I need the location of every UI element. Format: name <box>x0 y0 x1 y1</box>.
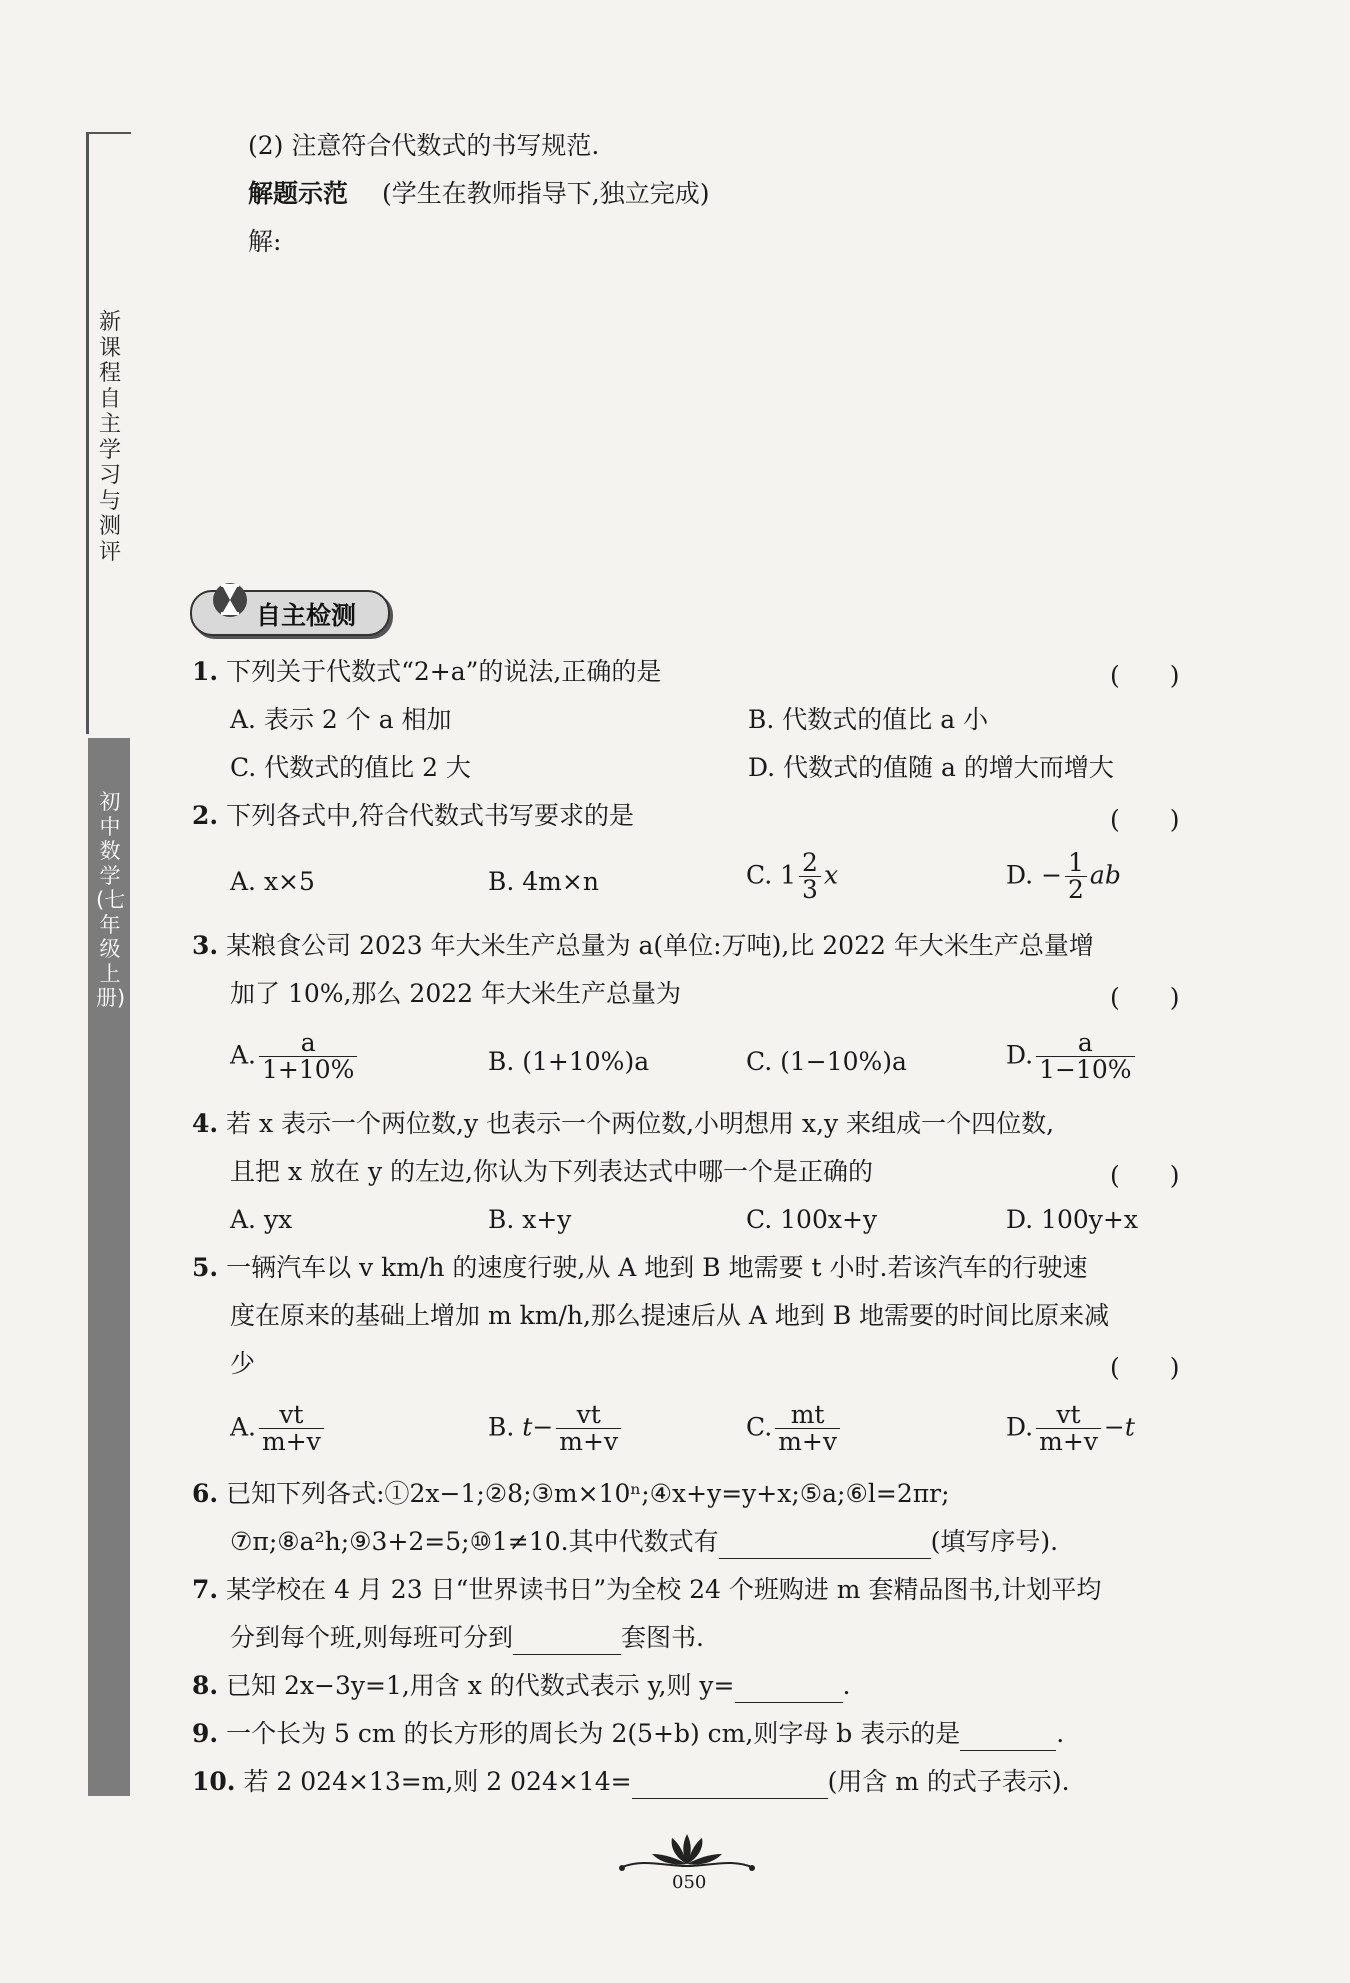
page-number: 050 <box>672 1872 707 1893</box>
sidebar-book-title: 初中数学(七年级上册) <box>96 790 126 1010</box>
q5-b-denominator: m+v <box>559 1427 619 1457</box>
q5-a-numerator: vt <box>259 1402 324 1429</box>
q5-number: 5. <box>192 1253 219 1282</box>
demo-hint: (学生在教师指导下,独立完成) <box>382 179 710 208</box>
q3-a-numerator: a <box>259 1030 357 1057</box>
q5-b-numerator: vt <box>556 1402 621 1429</box>
q5-c-numerator: mt <box>775 1402 840 1429</box>
q5-text-1: 一辆汽车以 v km/h 的速度行驶,从 A 地到 B 地需要 t 小时.若该汽车的行驶速 <box>226 1253 1088 1282</box>
q10-line <box>192 1766 1070 1799</box>
q7-text-1: 某学校在 4 月 23 日“世界读书日”为全校 24 个班购进 m 套精品图书,计划平均 <box>226 1575 1102 1604</box>
q4-answer-paren[interactable]: ( ) <box>1110 1161 1180 1190</box>
q5-d-label: D. <box>1006 1412 1034 1442</box>
q5-option-a <box>230 1402 327 1456</box>
q3-d-numerator: a <box>1036 1030 1134 1057</box>
q3-answer-paren[interactable]: ( ) <box>1110 983 1180 1012</box>
section-title: 自主检测 <box>256 601 357 630</box>
q2-c-numerator: 2 <box>799 850 821 877</box>
q3-a-denominator: 1+10% <box>262 1055 355 1085</box>
q2-number: 2. <box>192 801 219 830</box>
q7-text-2: 分到每个班,则每班可分到 <box>230 1623 513 1652</box>
q7-number: 7. <box>192 1575 219 1604</box>
q9-text-2: . <box>1056 1719 1065 1748</box>
q4-option-a: A. yx <box>230 1205 293 1234</box>
q7-text-3: 套图书. <box>620 1623 704 1652</box>
q6-text-3: (填写序号). <box>930 1527 1059 1556</box>
q5-option-b <box>488 1402 624 1456</box>
q8-number: 8. <box>192 1671 219 1700</box>
q2-answer-paren[interactable]: ( ) <box>1110 805 1180 834</box>
q2-c-label: C. <box>746 860 773 890</box>
q5-d-numerator: vt <box>1036 1402 1101 1429</box>
q1-option-d: D. 代数式的值随 a 的增大而增大 <box>748 753 1114 782</box>
q4-text-1: 若 x 表示一个两位数,y 也表示一个两位数,小明想用 x,y 来组成一个四位数, <box>226 1109 1055 1138</box>
q4-stem-line2: 且把 x 放在 y 的左边,你认为下列表达式中哪一个是正确的 <box>230 1157 873 1186</box>
q2-d-label: D. <box>1006 860 1034 890</box>
q2-option-b: B. 4m×n <box>488 867 599 896</box>
q8-text-2: . <box>842 1671 851 1700</box>
demo-label: 解题示范 <box>248 179 349 208</box>
q1-stem <box>192 656 661 688</box>
q3-stem-line2: 加了 10%,那么 2022 年大米生产总量为 <box>230 979 681 1008</box>
q5-d-denominator: m+v <box>1039 1427 1098 1457</box>
q10-text-1: 若 2 024×13=m,则 2 024×14= <box>243 1767 632 1796</box>
q5-stem-line3: 少 <box>230 1349 256 1378</box>
q6-text-2: ⑦π;⑧a²h;⑨3+2=5;⑩1≠10.其中代数式有 <box>230 1527 719 1556</box>
q5-option-d <box>1006 1402 1135 1456</box>
q3-d-label: D. <box>1006 1040 1034 1070</box>
q1-option-c: C. 代数式的值比 2 大 <box>230 753 471 782</box>
q3-option-a <box>230 1030 360 1084</box>
q1-answer-paren[interactable]: ( ) <box>1110 661 1180 690</box>
q4-number: 4. <box>192 1109 219 1138</box>
q5-b-label: B. <box>488 1412 515 1442</box>
q5-c-denominator: m+v <box>778 1427 837 1457</box>
q2-c-whole: 1 <box>780 860 797 890</box>
q9-line <box>192 1718 1064 1751</box>
q4-option-c: C. 100x+y <box>746 1205 878 1234</box>
q6-line1 <box>192 1478 950 1510</box>
q5-a-label: A. <box>230 1412 257 1442</box>
q5-stem-line2: 度在原来的基础上增加 m km/h,那么提速后从 A 地到 B 地需要的时间比原来减 <box>230 1301 1110 1330</box>
q5-c-label: C. <box>746 1412 773 1442</box>
q2-option-c <box>746 850 838 904</box>
q3-text-1: 某粮食公司 2023 年大米生产总量为 a(单位:万吨),比 2022 年大米生产总量增 <box>226 931 1094 960</box>
q8-answer-blank[interactable] <box>735 1670 843 1703</box>
q2-option-a: A. x×5 <box>230 867 315 896</box>
q5-answer-paren[interactable]: ( ) <box>1110 1353 1180 1382</box>
sidebar-series-title: 新课程自主学习与测评 <box>98 310 121 565</box>
q7-line2 <box>230 1622 704 1655</box>
q6-line2 <box>230 1526 1058 1559</box>
q4-stem-line1 <box>192 1108 1054 1140</box>
q3-option-c: C. (1−10%)a <box>746 1047 907 1076</box>
q7-answer-blank[interactable] <box>513 1622 621 1655</box>
q2-d-sign: − <box>1041 860 1063 890</box>
q1-option-a: A. 表示 2 个 a 相加 <box>230 705 452 734</box>
q1-number: 1. <box>192 657 219 686</box>
q3-number: 3. <box>192 931 219 960</box>
q9-answer-blank[interactable] <box>960 1718 1056 1751</box>
q4-option-d: D. 100y+x <box>1006 1205 1138 1234</box>
q8-line <box>192 1670 850 1703</box>
q5-d-suffix: −t <box>1103 1412 1135 1442</box>
q5-option-c <box>746 1402 843 1456</box>
q3-stem-line1 <box>192 930 1094 962</box>
q10-text-2: (用含 m 的式子表示). <box>827 1767 1070 1796</box>
q5-a-denominator: m+v <box>262 1427 321 1457</box>
q2-text: 下列各式中,符合代数式书写要求的是 <box>226 801 635 830</box>
q3-d-denominator: 1−10% <box>1039 1055 1132 1085</box>
q5-stem-line1 <box>192 1252 1087 1284</box>
q2-c-denominator: 3 <box>802 875 818 905</box>
q1-option-b: B. 代数式的值比 a 小 <box>748 705 989 734</box>
answer-label: 解: <box>248 227 282 256</box>
q3-option-b: B. (1+10%)a <box>488 1047 650 1076</box>
q2-d-numerator: 1 <box>1065 850 1087 877</box>
q2-option-d <box>1006 850 1121 904</box>
q5-b-prefix: t− <box>522 1412 554 1442</box>
q2-d-denominator: 2 <box>1068 875 1084 905</box>
q10-answer-blank[interactable] <box>632 1766 828 1799</box>
intro-note: (2) 注意符合代数式的书写规范. <box>248 131 600 160</box>
floral-ornament-icon <box>612 1828 762 1874</box>
q9-number: 9. <box>192 1719 219 1748</box>
q4-option-b: B. x+y <box>488 1205 572 1234</box>
q6-text-1: 已知下列各式:①2x−1;②8;③m×10ⁿ;④x+y=y+x;⑤a;⑥l=2πr; <box>226 1479 950 1508</box>
q2-d-variable: ab <box>1089 860 1121 890</box>
q2-stem <box>192 800 634 832</box>
hourglass-icon <box>212 572 248 624</box>
q3-option-d <box>1006 1030 1138 1084</box>
q6-answer-blank[interactable] <box>719 1526 931 1559</box>
q9-text-1: 一个长为 5 cm 的长方形的周长为 2(5+b) cm,则字母 b 表示的是 <box>226 1719 961 1748</box>
q2-c-variable: x <box>823 860 839 890</box>
q7-line1 <box>192 1574 1101 1606</box>
q8-text-1: 已知 2x−3y=1,用含 x 的代数式表示 y,则 y= <box>226 1671 735 1700</box>
q3-a-label: A. <box>230 1040 257 1070</box>
q10-number: 10. <box>192 1767 236 1796</box>
q6-number: 6. <box>192 1479 219 1508</box>
q1-text: 下列关于代数式“2+a”的说法,正确的是 <box>226 657 662 686</box>
